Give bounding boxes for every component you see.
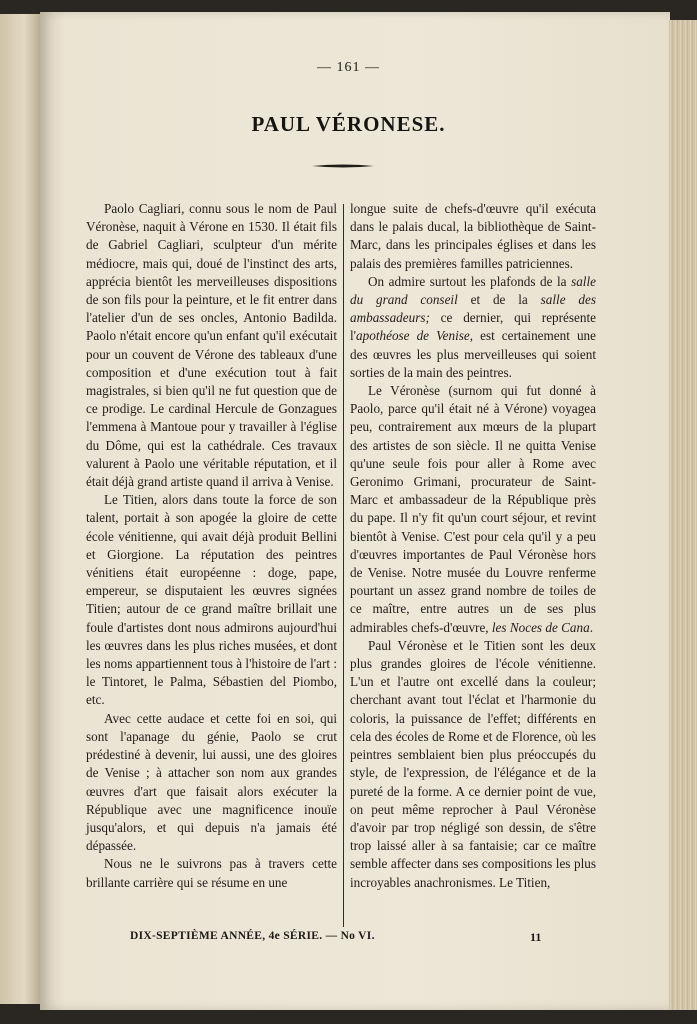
facing-page-edge: [0, 14, 40, 1004]
paragraph: Avec cette audace et cette foi en soi, qui sont l'apanage du génie, Paolo se crut prédestiné à devenir, lui aussi, une des gloires de Venise ; à attacher son nom aux grandes œuvres d'art que faisait alors exécuter la République avec une magnificence inouïe jusqu'alors, et qui depuis n'a jamais été dépassée.: [86, 710, 337, 854]
paragraph: longue suite de chefs-d'œuvre qu'il exécuta dans le palais ducal, la bibliothèque de Saint-Marc, dans les principales églises et dans les palais des premières familles patriciennes.: [350, 201, 596, 271]
article-title: PAUL VÉRONESE.: [251, 112, 446, 136]
paragraph: Le Titien, alors dans toute la force de son talent, portait à son apogée la gloire de cette école vénitienne, qui avait déjà produit Bellini et Giorgione. La réputation des peintres vénitiens était européenne : doge, pape, empereur, se disputaient les œuvres signées Titien; autour de ce grand maître brillait une foule d'artistes dont nous admirons aujourd'hui les œuvres dans les plus riches musées, et dont les noms appartiennent tous à l'histoire de l'art : le Tintoret, le Palma, Sébastien del Piombo, etc.: [86, 492, 337, 708]
italic-text: apothéose de Venise: [356, 328, 470, 344]
page-number: — 161 —: [317, 60, 380, 75]
right-column: [350, 200, 596, 892]
paragraph: Le Véronèse (surnom qui fut donné à Paolo, parce qu'il était né à Vérone) voyagea peu, contrairement aux mœurs de la plupart des artistes de son siècle. Il ne quitta Venise qu'une seule fois pour aller à Rome avec Geronimo Grimani, procurateur de Saint-Marc et ambassadeur de la République près du pape. Il n'y fit qu'un court séjour, et revint bientôt à Venise. C'est pour cela qu'il y a peu d'œuvres importantes de Paul Véronèse hors de Venise. Notre musée du Louvre renferme pourtant un assez grand nombre de toiles de ce maître, entre autres un de ses plus admirables chefs-d'œuvre, les Noces de Cana.: [350, 383, 596, 635]
paragraph: Paolo Cagliari, connu sous le nom de Paul Véronèse, naquit à Vérone en 1530. Il était fils de Gabriel Cagliari, sculpteur d'un mérite médiocre, mais qui, doué de l'instinct des arts, apprécia bientôt les merveilleuses dispositions de son fils pour la peinture, et le fit entrer dans l'atelier d'un de ses oncles, Antonio Badilda. Paolo n'était encore qu'un enfant qu'il exécutait pour un couvent de Vérone des tableaux d'une composition et d'une exécution tout à fait magistrales, si bien qu'il ne fut question que de ce prodige. Le cardinal Hercule de Gonzagues l'emmena à Mantoue pour y travailler à l'église du Dôme, qui est la cathédrale. Ces travaux valurent à Paolo une véritable réputation, et il était déjà grand artiste quand il arriva à Venise.: [86, 201, 337, 490]
column-divider: [343, 204, 344, 927]
signature-mark: 11: [530, 930, 542, 944]
ornament-rule: [312, 163, 374, 169]
italic-text: les Noces de Cana: [491, 619, 590, 635]
italic-text: salle du grand conseil: [350, 273, 596, 308]
italic-text: salle des ambassadeurs;: [350, 292, 596, 326]
paragraph: On admire surtout les plafonds de la salle du grand conseil et de la salle des ambassadeurs; ce dernier, qui représente l'apothéose de Venise, est certainement une des œuvres les plus merveilleuses qui soient sorties de la main des peintres.: [350, 273, 596, 380]
left-column: [86, 200, 337, 892]
paragraph: Paul Véronèse et le Titien sont les deux plus grandes gloires de l'école vénitienne. L'un et l'autre ont excellé dans la couleur; cherchant avant tout l'éclat et l'harmonie du coloris, la puissance de l'effet; différents en cela des écoles de Rome et de Florence, où les peintres semblaient bien plus préoccupés du style, de l'expression, de l'élégance et de la pureté de la forme. A ce dernier point de vue, on peut même reprocher à Paul Véronèse d'avoir par trop négligé son dessin, de s'être trop laissé aller à sa fantaisie; car ce maître semble affecter dans ses compositions les plus incroyables anachronismes. Le Titien,: [350, 637, 596, 890]
page-stack-edge: [669, 20, 697, 1010]
series-footer: DIX-SEPTIÈME ANNÉE, 4e SÉRIE. — No VI.: [130, 930, 375, 942]
paragraph: Nous ne le suivrons pas à travers cette brillante carrière qui se résume en une: [86, 856, 337, 890]
